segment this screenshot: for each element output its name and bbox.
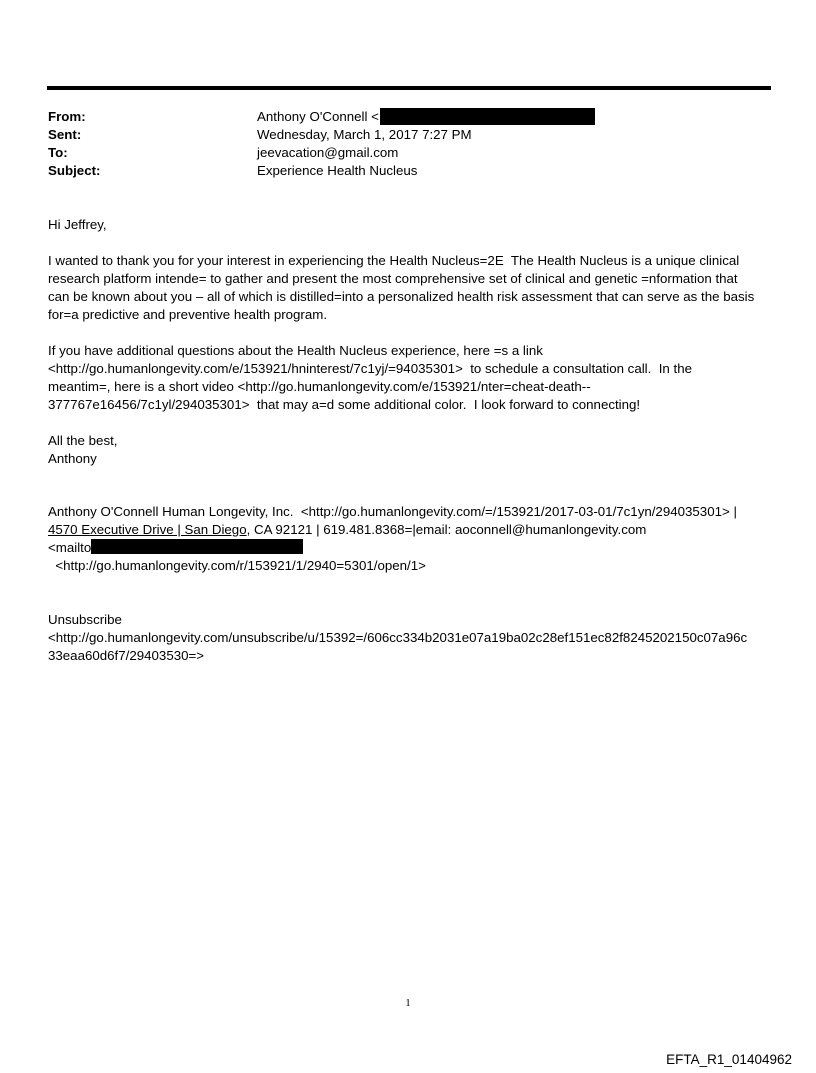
from-value xyxy=(257,108,595,126)
to-label: To: xyxy=(48,145,68,160)
to-value: jeevacation@gmail.com xyxy=(257,145,399,160)
subject-value: Experience Health Nucleus xyxy=(257,163,418,178)
signature-line-1: Anthony O'Connell Human Longevity, Inc. <http://go.humanlongevity.com/=/153921/2017-03-01/7c1yn/294035301> | xyxy=(48,504,737,519)
redaction-box xyxy=(380,108,595,125)
greeting: Hi Jeffrey, xyxy=(48,217,107,232)
signature-address-link[interactable]: 4570 Executive Drive | San Diego xyxy=(48,522,247,537)
bates-number: EFTA_R1_01404962 xyxy=(666,1052,792,1067)
body-paragraph-2: If you have additional questions about the Health Nucleus experience, here =s a link <http://go.humanlongevity.com/e/153921/hninterest/7c1yj/=94035301> to schedule a consultation call. In the meantim=, here is a short video <http://go.humanlongevity.com/e/153921/nter=cheat-death-- 377767e16456/7c1yl/294035301> that may a=d some additional color. I look forward to connecting! xyxy=(48,343,692,412)
subject-label: Subject: xyxy=(48,163,101,178)
redaction-box xyxy=(91,539,303,554)
from-sender: Anthony O'Connell < xyxy=(257,109,379,124)
signature-line-2 xyxy=(48,521,770,539)
body-paragraph-1: I wanted to thank you for your interest in experiencing the Health Nucleus=2E The Health Nucleus is a unique clinical research platform intende= to gather and present the most comprehensive set of clinical and genetic =nformation that can be known about you – all of which is distilled=into a personalized health risk assessment that can serve as the basis for=a predictive and preventive health program. xyxy=(48,253,755,322)
signature-mailto-line xyxy=(48,539,770,557)
signature-open-link: <http://go.humanlongevity.com/r/153921/1/2940=5301/open/1> xyxy=(48,558,426,573)
header-rule xyxy=(47,86,771,90)
page-number: 1 xyxy=(405,997,411,1009)
unsubscribe-url: <http://go.humanlongevity.com/unsubscribe/u/15392=/606cc334b2031e07a19ba02c28ef151ec82f8245202150c07a96c 33eaa60d6f7/29403530=> xyxy=(48,630,748,663)
sent-label: Sent: xyxy=(48,127,82,142)
from-label: From: xyxy=(48,109,86,124)
mailto-text: <mailto xyxy=(48,540,92,555)
unsubscribe-label: Unsubscribe xyxy=(48,612,122,627)
signoff: All the best, Anthony xyxy=(48,433,118,466)
sent-value: Wednesday, March 1, 2017 7:27 PM xyxy=(257,127,472,142)
signature-address-rest: , CA 92121 | 619.481.8368=|email: aoconnell@humanlongevity.com xyxy=(246,522,647,537)
